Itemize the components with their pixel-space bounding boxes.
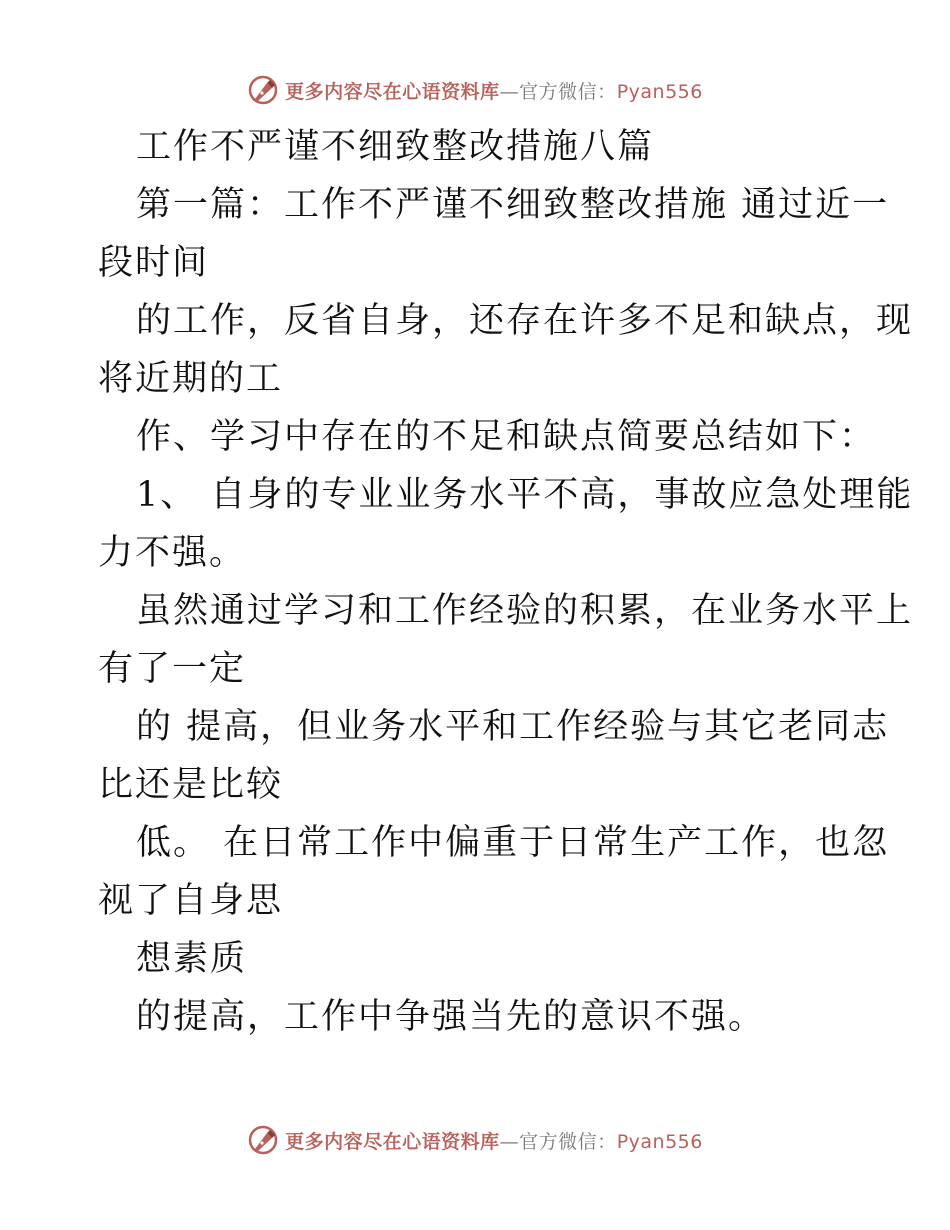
paragraph-line: 第一篇：工作不严谨不细致整改措施 通过近一 [136,185,890,225]
footer-banner [0,1120,950,1160]
footer-wechat-id: Pyan556 [616,1130,703,1153]
header-wechat-id: Pyan556 [616,80,703,103]
paragraph-line: 力不强。 [98,533,247,573]
pen-nib-logo-icon [247,1124,279,1156]
paragraph-line: 虽然通过学习和工作经验的积累，在业务水平上 [136,591,914,631]
paragraph-line: 的工作，反省自身，还存在许多不足和缺点，现 [136,301,914,341]
paragraph-line: 比还是比较 [98,765,284,805]
paragraph-line: 有了一定 [98,649,247,689]
paragraph-line: 作、学习中存在的不足和缺点简要总结如下： [136,417,877,457]
pen-nib-logo-icon [247,74,279,106]
footer-separator: — [499,1130,520,1153]
header-wechat-label: 官方微信： [519,80,617,103]
paragraph-line: 将近期的工 [98,359,284,399]
footer-banner-text [285,1127,703,1154]
document-title: 工作不严谨不细致整改措施八篇 [136,127,655,167]
paragraph-line: 想素质 [136,939,248,979]
header-separator: — [499,80,520,103]
paragraph-line: 段时间 [98,243,210,283]
paragraph-line: 视了自身思 [98,881,284,921]
paragraph-line: 的 提高，但业务水平和工作经验与其它老同志 [136,707,890,747]
paragraph-line: 低。 在日常工作中偏重于日常生产工作，也忽 [136,823,890,863]
header-site-text: 更多内容尽在心语资料库 [285,80,500,103]
footer-site-text: 更多内容尽在心语资料库 [285,1130,500,1153]
footer-wechat-label: 官方微信： [519,1130,617,1153]
document-body [98,118,914,1046]
header-banner-text [285,77,703,104]
header-banner [0,70,950,110]
paragraph-line: 的提高，工作中争强当先的意识不强。 [136,997,766,1037]
paragraph-line: 1、 自身的专业业务水平不高，事故应急处理能 [136,475,914,515]
